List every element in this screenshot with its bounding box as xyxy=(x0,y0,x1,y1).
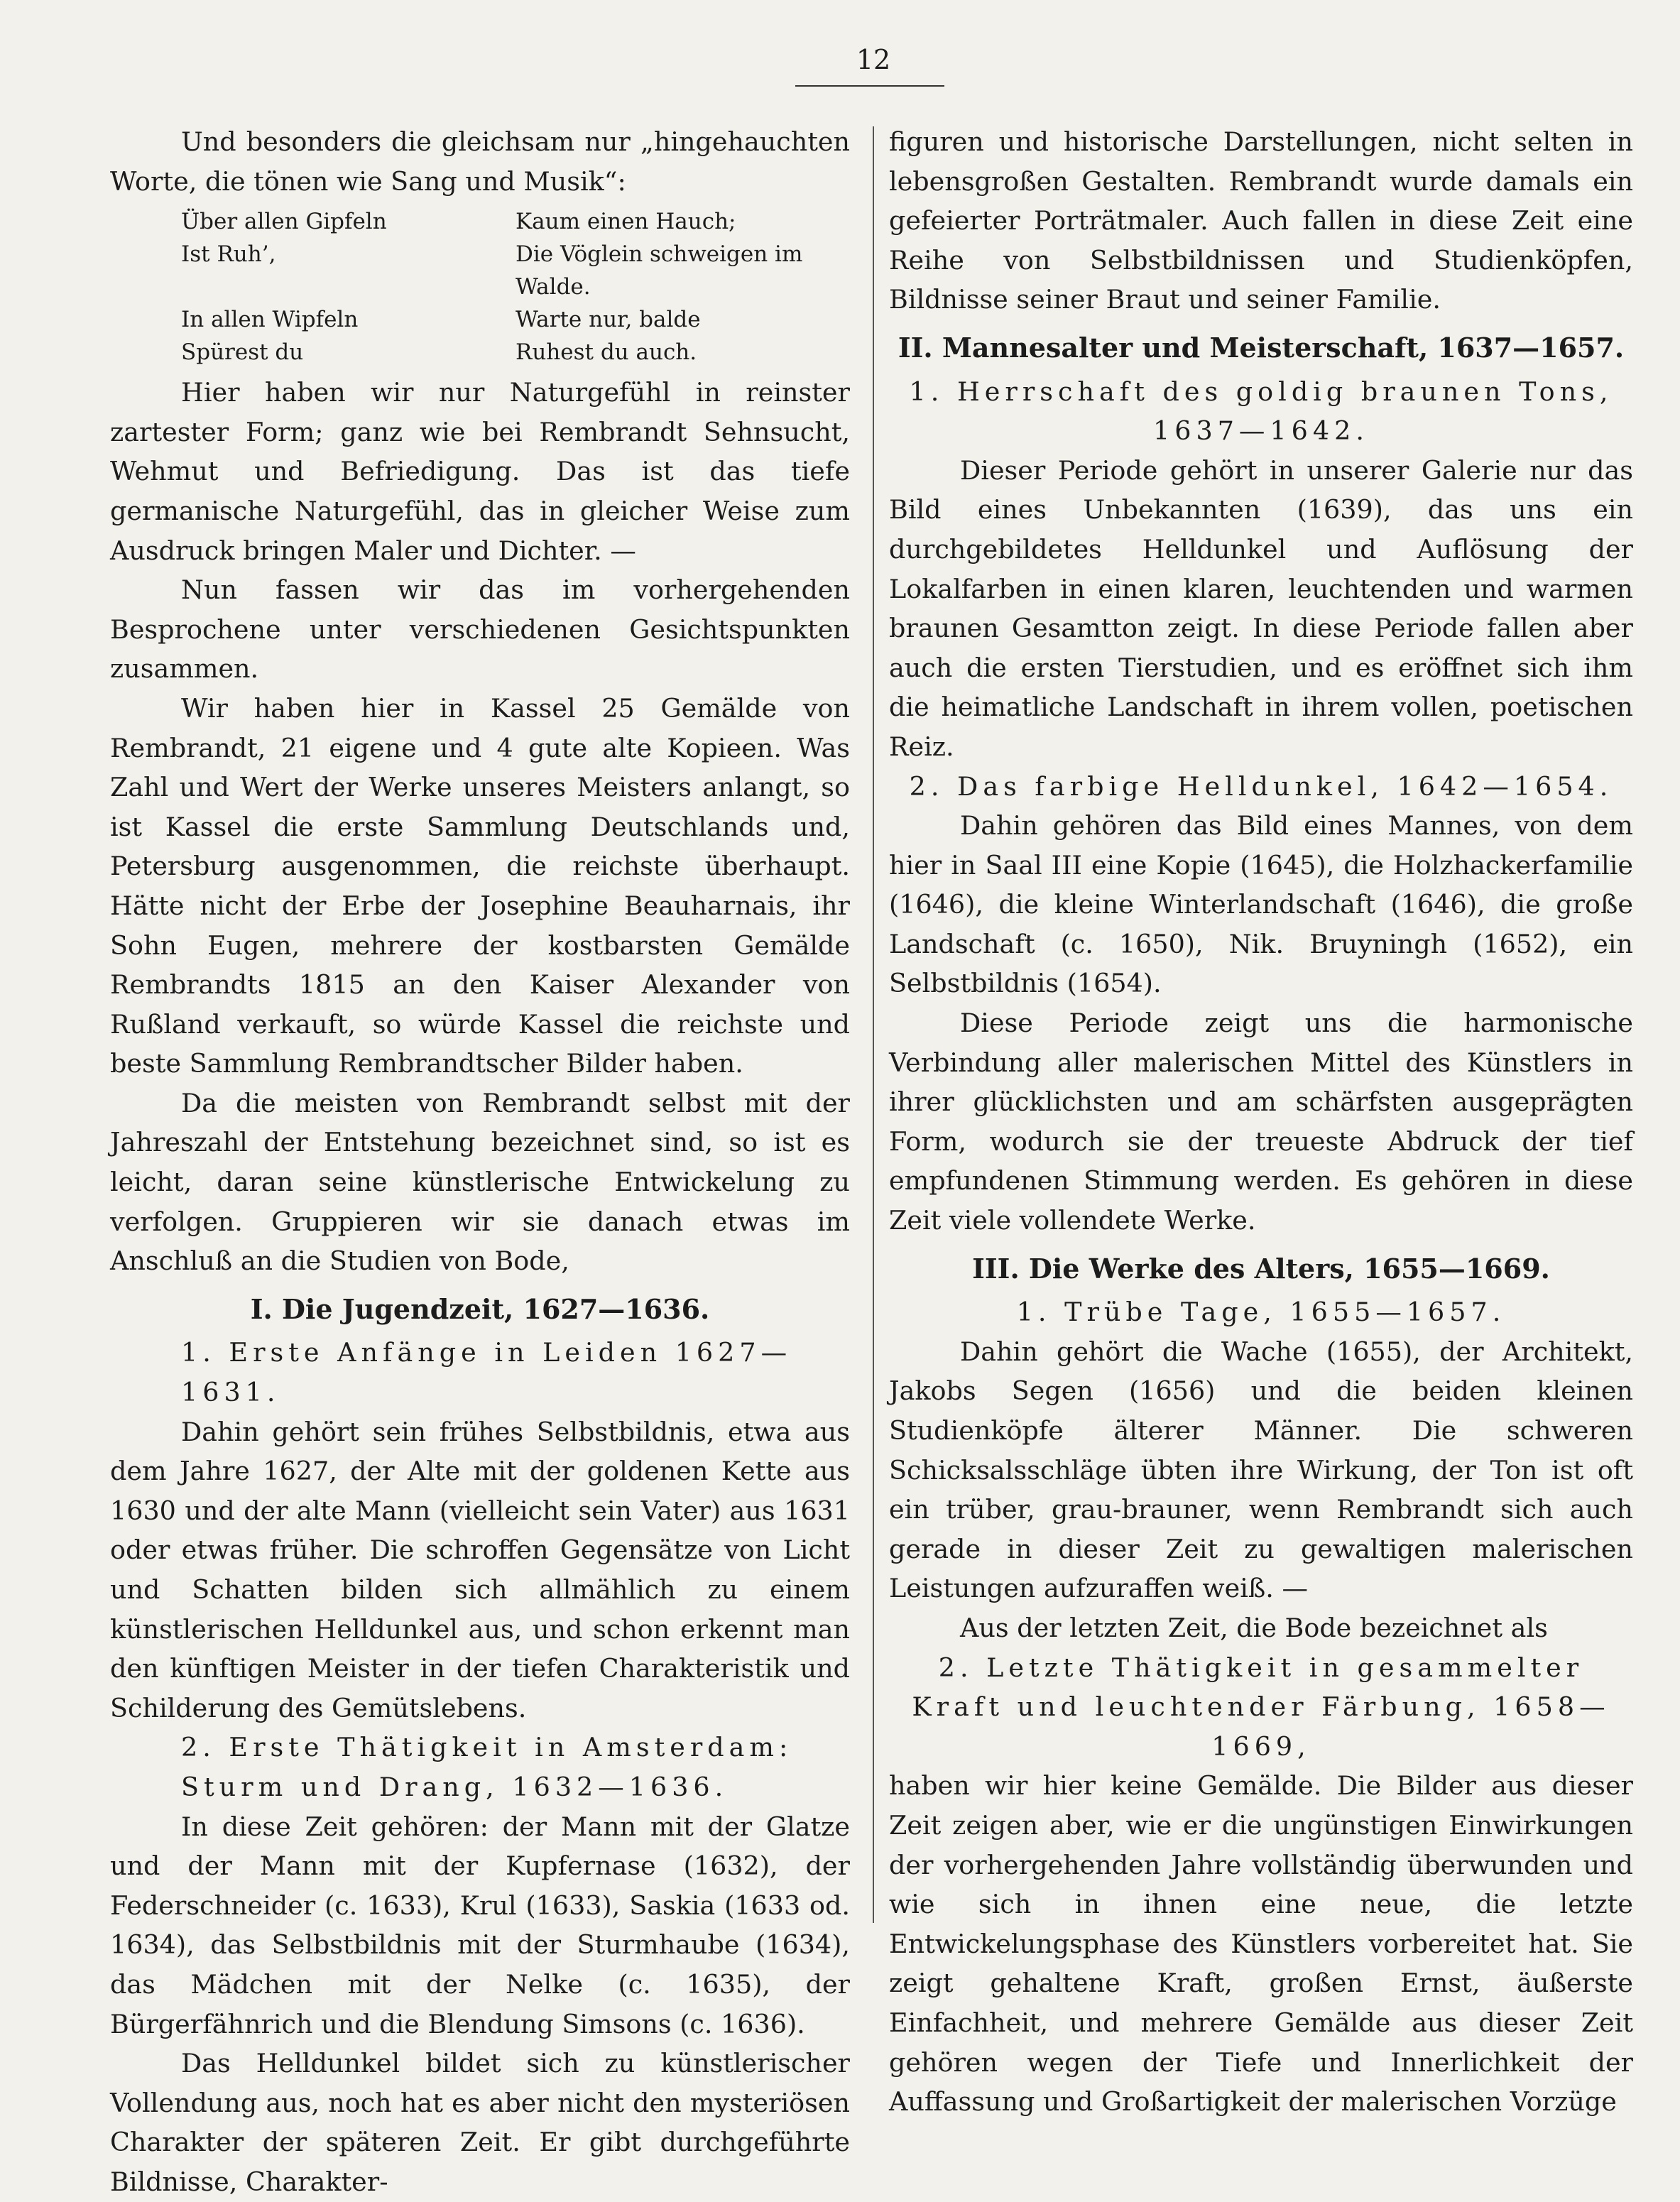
section-heading: III. Die Werke des Alters, 1655—1669. xyxy=(972,1252,1550,1285)
subsection-heading: 2. Das farbige Helldunkel, 1642—1654. xyxy=(909,770,1613,802)
paragraph: Und besonders die gleichsam nur „hingehauchten Worte, die tönen wie Sang und Musik“: xyxy=(110,126,850,197)
right-column xyxy=(889,122,1633,2122)
subsection-heading: 1. Erste Anfänge in Leiden 1627—1631. xyxy=(181,1337,792,1408)
subsection-heading: 2. Letzte Thätigkeit in gesammelter Kraft und leuchtender Färbung, 1658—1669, xyxy=(912,1652,1610,1762)
paragraph: Dieser Periode gehört in unserer Galerie nur das Bild eines Unbekannten (1639), das uns ein durchgebildetes Helldunkel und Auflösung der Lokalfarben in einen klaren, leuchtenden und warmen braunen Gesamtton zeigt. In diese Periode fallen aber auch die ersten Tierstudien, und es eröffnet sich ihm die heimatliche Landschaft in ihrem vollen, poetischen Reiz. xyxy=(889,454,1633,762)
section-heading: II. Mannesalter und Meisterschaft, 1637—1657. xyxy=(898,331,1625,364)
paragraph: Nun fassen wir das im vorhergehenden Besprochene unter verschiedenen Gesichtspunkten zusammen. xyxy=(110,574,850,685)
paragraph: In diese Zeit gehören: der Mann mit der Glatze und der Mann mit der Kupfernase (1632), der Federschneider (c. 1633), Krul (1633), Saskia (1633 od. 1634), das Selbstbildnis mit der Sturmhaube (1634), das Mädchen mit der Nelke (c. 1635), der Bürgerfähnrich und die Blendung Simsons (c. 1636). xyxy=(110,1811,850,2039)
left-column xyxy=(110,122,850,2202)
paragraph: Aus der letzten Zeit, die Bode bezeichnet als xyxy=(960,1612,1548,1643)
paragraph: Da die meisten von Rembrandt selbst mit der Jahreszahl der Entstehung bezeichnet sind, so ist es leicht, daran seine künstlerische Entwickelung zu verfolgen. Gruppieren wir sie danach etwas im Anschluß an die Studien von Bode, xyxy=(110,1087,850,1277)
paragraph: Das Helldunkel bildet sich zu künstlerischer Vollendung aus, noch hat es aber nicht den mysteriösen Charakter der späteren Zeit. Er gibt durchgeführte Bildnisse, Charakter- xyxy=(110,2048,850,2197)
page-number: 12 xyxy=(856,44,891,75)
column-divider xyxy=(873,126,874,1923)
header-rule xyxy=(795,85,944,87)
paragraph: figuren und historische Darstellungen, nicht selten in lebensgroßen Gestalten. Rembrandt wurde damals ein gefeierter Porträtmaler. Auch fallen in diese Zeit eine Reihe von Selbstbildnissen und Studienköpfen, Bildnisse seiner Braut und seiner Familie. xyxy=(889,126,1633,315)
section-heading: I. Die Jugendzeit, 1627—1636. xyxy=(250,1292,710,1325)
paragraph: Diese Periode zeigt uns die harmonische Verbindung aller malerischen Mittel des Künstlers in ihrer glücklichsten und am schärfsten ausgeprägten Form, wodurch sie der treueste Abdruck der tief empfundenen Stimmung werden. Es gehören in diese Zeit viele vollendete Werke. xyxy=(889,1008,1633,1236)
poem-line: Die Vöglein schweigen im Walde. xyxy=(516,241,803,300)
poem-line: Spürest du xyxy=(181,339,304,366)
poem-line: In allen Wipfeln xyxy=(181,307,359,333)
poem-line: Ruhest du auch. xyxy=(516,339,697,366)
poem xyxy=(181,205,850,369)
poem-line: Kaum einen Hauch; xyxy=(516,209,736,235)
poem-line: Ist Ruh’, xyxy=(181,241,276,268)
paragraph: Dahin gehört sein frühes Selbstbildnis, etwa aus dem Jahre 1627, der Alte mit der goldenen Kette aus 1630 und der alte Mann (vielleicht sein Vater) aus 1631 oder etwas früher. Die schroffen Gegensätze von Licht und Schatten bilden sich allmählich zu einem künstlerischen Helldunkel aus, und schon erkennt man den künftigen Meister in der tiefen Charakteristik und Schilderung des Gemütslebens. xyxy=(110,1416,850,1723)
paragraph: Wir haben hier in Kassel 25 Gemälde von Rembrandt, 21 eigene und 4 gute alte Kopieen. Was Zahl und Wert der Werke unseres Meisters anlangt, so ist Kassel die erste Sammlung Deutschlands und, Petersburg ausgenommen, die reichste überhaupt. Hätte nicht der Erbe der Josephine Beauharnais, ihr Sohn Eugen, mehrere der kostbarsten Gemälde Rembrandts 1815 an den Kaiser Alexander von Rußland verkauft, so würde Kassel die reichste und beste Sammlung Rembrandtscher Bilder haben. xyxy=(110,692,850,1079)
paragraph: Hier haben wir nur Naturgefühl in reinster zartester Form; ganz wie bei Rembrandt Sehnsucht, Wehmut und Befriedigung. Das ist das tiefe germanische Naturgefühl, das in gleicher Weise zum Ausdruck bringen Maler und Dichter. — xyxy=(110,377,850,566)
poem-line: Über allen Gipfeln xyxy=(181,209,387,235)
paragraph: Dahin gehören das Bild eines Mannes, von dem hier in Saal III eine Kopie (1645), die Holzhackerfamilie (1646), die kleine Winterlandschaft (1646), die große Landschaft (c. 1650), Nik. Bruyningh (1652), ein Selbstbildnis (1654). xyxy=(889,810,1633,999)
paragraph: Dahin gehört die Wache (1655), der Architekt, Jakobs Segen (1656) und die beiden kleinen Studienköpfe älterer Männer. Die schweren Schicksalsschläge übten ihre Wirkung, der Ton ist oft ein trüber, grau-brauner, wenn Rembrandt sich auch gerade in dieser Zeit zu gewaltigen malerischen Leistungen aufzuraffen weiß. — xyxy=(889,1336,1633,1604)
paragraph: haben wir hier keine Gemälde. Die Bilder aus dieser Zeit zeigen aber, wie er die ungünstigen Einwirkungen der vorhergehenden Jahre vollständig überwunden und wie sich in ihnen eine neue, die letzte Entwickelungsphase des Künstlers vorbereitet hat. Sie zeigt gehaltene Kraft, großen Ernst, äußerste Einfachheit, und mehrere Gemälde aus dieser Zeit gehören wegen der Tiefe und Innerlichkeit der Auffassung und Großartigkeit der malerischen Vorzüge xyxy=(889,1770,1633,2117)
poem-line: Warte nur, balde xyxy=(516,307,701,333)
subsection-heading: 1. Trübe Tage, 1655—1657. xyxy=(1016,1297,1506,1328)
subsection-heading: 1. Herrschaft des goldig braunen Tons, 1637—1642. xyxy=(909,376,1613,447)
subsection-heading: 2. Erste Thätigkeit in Amsterdam: Sturm und Drang, 1632—1636. xyxy=(181,1732,793,1802)
